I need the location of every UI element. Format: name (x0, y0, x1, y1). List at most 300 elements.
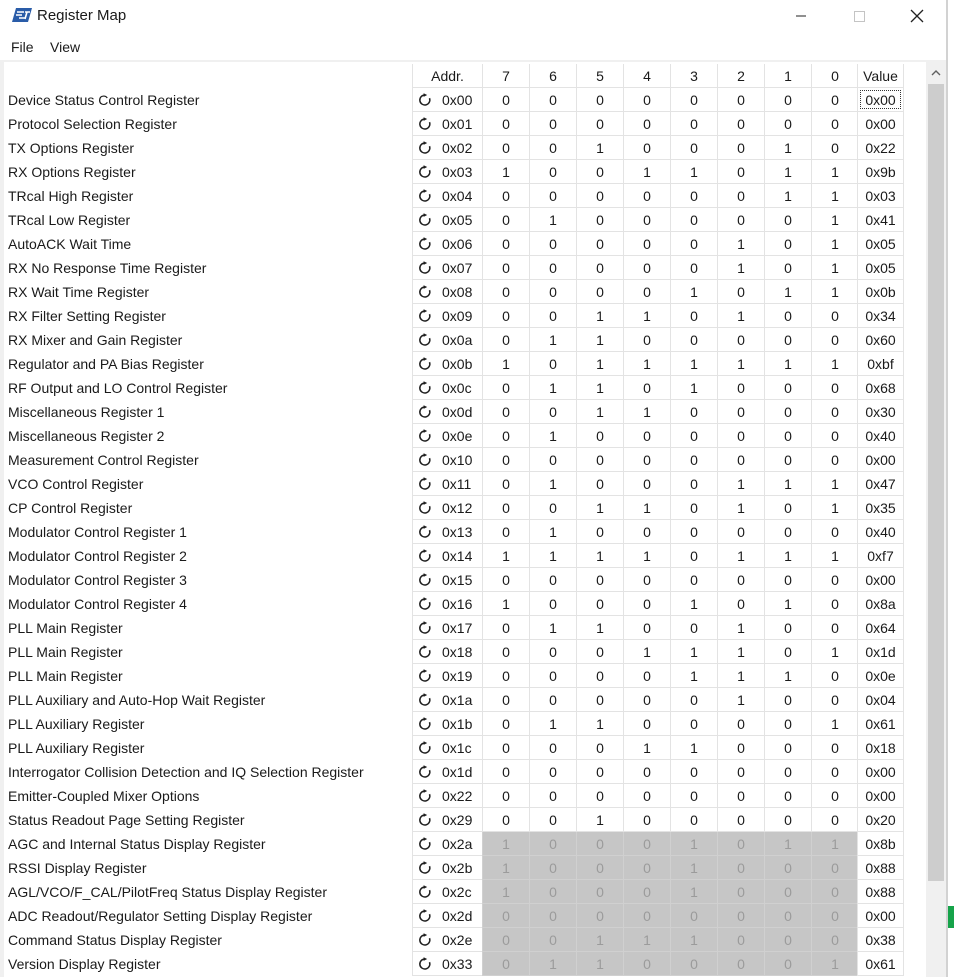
register-bit[interactable]: 1 (717, 616, 764, 640)
register-bit[interactable]: 0 (670, 424, 717, 448)
register-bit[interactable]: 1 (576, 616, 623, 640)
register-bit[interactable]: 0 (623, 568, 670, 592)
register-bit[interactable]: 0 (482, 784, 529, 808)
register-bit[interactable]: 0 (670, 784, 717, 808)
register-bit[interactable]: 0 (482, 760, 529, 784)
register-bit[interactable]: 1 (576, 376, 623, 400)
register-bit[interactable]: 0 (576, 256, 623, 280)
register-value[interactable]: 0x40 (857, 520, 904, 544)
refresh-icon[interactable] (418, 957, 432, 971)
register-bit[interactable]: 1 (717, 688, 764, 712)
register-bit[interactable]: 0 (811, 304, 858, 328)
register-bit[interactable]: 0 (623, 136, 670, 160)
register-bit[interactable]: 1 (764, 160, 811, 184)
register-bit[interactable]: 0 (717, 592, 764, 616)
register-value[interactable]: 0x88 (857, 880, 904, 904)
scroll-thumb[interactable] (928, 84, 944, 881)
register-bit[interactable]: 0 (717, 760, 764, 784)
refresh-icon[interactable] (418, 885, 432, 899)
register-bit[interactable]: 1 (576, 400, 623, 424)
register-bit[interactable]: 0 (811, 664, 858, 688)
register-bit[interactable]: 0 (623, 424, 670, 448)
register-bit[interactable]: 1 (670, 280, 717, 304)
register-bit[interactable]: 0 (482, 88, 529, 112)
register-bit[interactable]: 1 (623, 160, 670, 184)
register-bit[interactable]: 0 (623, 808, 670, 832)
register-bit[interactable]: 0 (764, 256, 811, 280)
register-bit[interactable]: 1 (576, 328, 623, 352)
register-bit[interactable]: 0 (623, 448, 670, 472)
register-value[interactable]: 0x03 (857, 184, 904, 208)
register-bit[interactable]: 0 (482, 736, 529, 760)
register-bit[interactable]: 1 (811, 160, 858, 184)
register-bit[interactable]: 0 (717, 424, 764, 448)
register-bit[interactable]: 0 (811, 328, 858, 352)
register-bit[interactable]: 0 (482, 256, 529, 280)
register-bit[interactable]: 0 (670, 232, 717, 256)
register-bit[interactable]: 0 (670, 568, 717, 592)
register-bit[interactable]: 1 (623, 544, 670, 568)
register-bit[interactable]: 1 (670, 352, 717, 376)
register-bit[interactable]: 1 (811, 184, 858, 208)
register-bit[interactable]: 0 (764, 736, 811, 760)
register-bit[interactable]: 1 (717, 472, 764, 496)
register-bit[interactable]: 0 (529, 136, 576, 160)
refresh-icon[interactable] (418, 453, 432, 467)
refresh-icon[interactable] (418, 309, 432, 323)
register-bit[interactable]: 0 (670, 448, 717, 472)
register-bit[interactable]: 0 (623, 616, 670, 640)
register-bit[interactable]: 0 (764, 400, 811, 424)
register-bit[interactable]: 0 (576, 568, 623, 592)
register-bit[interactable]: 0 (576, 760, 623, 784)
register-value[interactable]: 0x0e (857, 664, 904, 688)
register-bit[interactable]: 0 (717, 112, 764, 136)
register-value[interactable]: 0x47 (857, 472, 904, 496)
register-bit[interactable]: 0 (529, 232, 576, 256)
register-bit[interactable]: 0 (717, 448, 764, 472)
register-bit[interactable]: 0 (576, 184, 623, 208)
register-bit[interactable]: 0 (529, 184, 576, 208)
register-bit[interactable]: 0 (764, 112, 811, 136)
register-bit[interactable]: 1 (529, 376, 576, 400)
register-bit[interactable]: 0 (811, 736, 858, 760)
register-bit[interactable]: 1 (529, 712, 576, 736)
register-bit[interactable]: 0 (482, 520, 529, 544)
register-bit[interactable]: 0 (576, 112, 623, 136)
refresh-icon[interactable] (418, 165, 432, 179)
register-bit[interactable]: 0 (811, 592, 858, 616)
register-bit[interactable]: 0 (764, 808, 811, 832)
register-bit[interactable]: 0 (482, 400, 529, 424)
register-value[interactable]: 0xbf (857, 352, 904, 376)
register-bit[interactable]: 0 (482, 664, 529, 688)
register-bit[interactable]: 1 (717, 544, 764, 568)
register-bit[interactable]: 0 (764, 208, 811, 232)
register-bit[interactable]: 1 (576, 712, 623, 736)
refresh-icon[interactable] (418, 141, 432, 155)
register-bit[interactable]: 0 (623, 784, 670, 808)
refresh-icon[interactable] (418, 717, 432, 731)
register-bit[interactable]: 0 (529, 808, 576, 832)
register-bit[interactable]: 1 (670, 376, 717, 400)
register-bit[interactable]: 1 (717, 640, 764, 664)
register-bit[interactable]: 1 (764, 184, 811, 208)
register-bit[interactable]: 1 (764, 280, 811, 304)
register-bit[interactable]: 0 (482, 208, 529, 232)
register-bit[interactable]: 0 (764, 232, 811, 256)
register-bit[interactable]: 0 (482, 184, 529, 208)
register-value[interactable]: 0x8a (857, 592, 904, 616)
register-bit[interactable]: 0 (811, 568, 858, 592)
refresh-icon[interactable] (418, 741, 432, 755)
register-bit[interactable]: 0 (764, 616, 811, 640)
register-value[interactable]: 0x8b (857, 832, 904, 856)
register-bit[interactable]: 0 (670, 616, 717, 640)
register-bit[interactable]: 0 (764, 712, 811, 736)
register-value[interactable]: 0x0b (857, 280, 904, 304)
menu-file[interactable]: File (11, 39, 34, 55)
refresh-icon[interactable] (418, 429, 432, 443)
register-bit[interactable]: 1 (529, 472, 576, 496)
refresh-icon[interactable] (418, 837, 432, 851)
register-bit[interactable]: 1 (623, 304, 670, 328)
register-bit[interactable]: 0 (764, 448, 811, 472)
register-bit[interactable]: 1 (764, 592, 811, 616)
register-bit[interactable]: 1 (482, 352, 529, 376)
register-bit[interactable]: 1 (482, 592, 529, 616)
register-bit[interactable]: 0 (576, 232, 623, 256)
register-bit[interactable]: 0 (576, 736, 623, 760)
register-bit[interactable]: 1 (811, 496, 858, 520)
register-bit[interactable]: 1 (811, 544, 858, 568)
register-bit[interactable]: 0 (482, 472, 529, 496)
register-value[interactable]: 0x22 (857, 136, 904, 160)
register-bit[interactable]: 0 (717, 376, 764, 400)
register-bit[interactable]: 1 (811, 640, 858, 664)
register-value[interactable]: 0x34 (857, 304, 904, 328)
register-bit[interactable]: 0 (717, 808, 764, 832)
register-bit[interactable]: 1 (529, 328, 576, 352)
register-bit[interactable]: 0 (717, 160, 764, 184)
register-bit[interactable]: 0 (529, 400, 576, 424)
register-bit[interactable]: 1 (623, 736, 670, 760)
register-bit[interactable]: 0 (576, 424, 623, 448)
register-bit[interactable]: 0 (482, 448, 529, 472)
register-bit[interactable]: 0 (482, 304, 529, 328)
register-bit[interactable]: 0 (576, 280, 623, 304)
register-bit[interactable]: 0 (811, 688, 858, 712)
register-bit[interactable]: 0 (529, 760, 576, 784)
register-bit[interactable]: 0 (529, 112, 576, 136)
register-bit[interactable]: 0 (623, 520, 670, 544)
register-bit[interactable]: 0 (670, 136, 717, 160)
register-bit[interactable]: 0 (623, 184, 670, 208)
register-bit[interactable]: 1 (529, 520, 576, 544)
register-bit[interactable]: 1 (576, 496, 623, 520)
register-value[interactable]: 0x40 (857, 424, 904, 448)
register-value[interactable]: 0x61 (857, 712, 904, 736)
register-bit[interactable]: 1 (670, 640, 717, 664)
register-bit[interactable]: 0 (623, 208, 670, 232)
register-bit[interactable]: 1 (529, 208, 576, 232)
register-bit[interactable]: 0 (623, 664, 670, 688)
register-bit[interactable]: 1 (623, 400, 670, 424)
register-bit[interactable]: 0 (764, 496, 811, 520)
register-bit[interactable]: 0 (576, 592, 623, 616)
register-bit[interactable]: 1 (811, 712, 858, 736)
register-bit[interactable]: 0 (811, 808, 858, 832)
register-bit[interactable]: 0 (482, 232, 529, 256)
register-bit[interactable]: 0 (576, 88, 623, 112)
register-bit[interactable]: 0 (764, 760, 811, 784)
register-bit[interactable]: 0 (529, 280, 576, 304)
register-bit[interactable]: 0 (623, 472, 670, 496)
refresh-icon[interactable] (418, 813, 432, 827)
register-bit[interactable]: 0 (576, 688, 623, 712)
register-bit[interactable]: 1 (670, 592, 717, 616)
register-bit[interactable]: 0 (482, 712, 529, 736)
register-bit[interactable]: 0 (670, 184, 717, 208)
register-bit[interactable]: 0 (623, 280, 670, 304)
refresh-icon[interactable] (418, 405, 432, 419)
register-value[interactable]: 0x00 (857, 760, 904, 784)
register-bit[interactable]: 1 (811, 232, 858, 256)
register-bit[interactable]: 0 (529, 496, 576, 520)
register-bit[interactable]: 0 (576, 520, 623, 544)
register-bit[interactable]: 0 (529, 88, 576, 112)
register-bit[interactable]: 0 (717, 136, 764, 160)
register-bit[interactable]: 0 (717, 784, 764, 808)
register-bit[interactable]: 0 (717, 280, 764, 304)
register-bit[interactable]: 0 (529, 304, 576, 328)
refresh-icon[interactable] (418, 381, 432, 395)
register-bit[interactable]: 0 (717, 568, 764, 592)
register-value[interactable]: 0x05 (857, 232, 904, 256)
refresh-icon[interactable] (418, 669, 432, 683)
register-value[interactable]: 0x00 (857, 568, 904, 592)
refresh-icon[interactable] (418, 549, 432, 563)
register-bit[interactable]: 0 (576, 160, 623, 184)
register-bit[interactable]: 1 (811, 280, 858, 304)
refresh-icon[interactable] (418, 861, 432, 875)
register-bit[interactable]: 1 (717, 496, 764, 520)
register-bit[interactable]: 0 (482, 568, 529, 592)
register-bit[interactable]: 0 (576, 472, 623, 496)
register-value[interactable]: 0x64 (857, 616, 904, 640)
register-bit[interactable]: 0 (811, 520, 858, 544)
refresh-icon[interactable] (418, 525, 432, 539)
minimize-button[interactable] (778, 0, 824, 32)
refresh-icon[interactable] (418, 789, 432, 803)
register-bit[interactable]: 0 (482, 424, 529, 448)
register-value[interactable]: 0x60 (857, 328, 904, 352)
register-bit[interactable]: 0 (576, 640, 623, 664)
register-bit[interactable]: 0 (811, 424, 858, 448)
register-value[interactable]: 0x00 (857, 784, 904, 808)
register-bit[interactable]: 0 (811, 784, 858, 808)
register-bit[interactable]: 1 (670, 664, 717, 688)
register-bit[interactable]: 0 (576, 784, 623, 808)
register-bit[interactable]: 0 (482, 496, 529, 520)
register-bit[interactable]: 0 (717, 520, 764, 544)
register-bit[interactable]: 0 (670, 304, 717, 328)
register-value[interactable]: 0x88 (857, 856, 904, 880)
register-bit[interactable]: 0 (670, 496, 717, 520)
register-bit[interactable]: 0 (623, 592, 670, 616)
close-button[interactable] (894, 0, 940, 32)
register-bit[interactable]: 1 (529, 424, 576, 448)
refresh-icon[interactable] (418, 693, 432, 707)
register-bit[interactable]: 0 (717, 208, 764, 232)
register-bit[interactable]: 1 (717, 664, 764, 688)
register-bit[interactable]: 0 (482, 136, 529, 160)
register-bit[interactable]: 0 (717, 736, 764, 760)
register-bit[interactable]: 0 (623, 112, 670, 136)
register-bit[interactable]: 0 (670, 328, 717, 352)
register-bit[interactable]: 0 (529, 568, 576, 592)
register-value[interactable]: 0x41 (857, 208, 904, 232)
register-bit[interactable]: 0 (717, 328, 764, 352)
register-bit[interactable]: 0 (482, 280, 529, 304)
register-bit[interactable]: 0 (670, 808, 717, 832)
register-bit[interactable]: 0 (717, 88, 764, 112)
register-bit[interactable]: 0 (623, 376, 670, 400)
register-bit[interactable]: 0 (482, 376, 529, 400)
vertical-scrollbar[interactable] (926, 62, 946, 977)
register-value[interactable]: 0x35 (857, 496, 904, 520)
register-bit[interactable]: 0 (623, 760, 670, 784)
refresh-icon[interactable] (418, 189, 432, 203)
register-bit[interactable]: 0 (482, 616, 529, 640)
register-bit[interactable]: 1 (717, 304, 764, 328)
register-value[interactable]: 0x00 (857, 88, 904, 112)
register-bit[interactable]: 1 (717, 352, 764, 376)
register-value[interactable]: 0x00 (857, 448, 904, 472)
register-bit[interactable]: 1 (529, 544, 576, 568)
register-bit[interactable]: 0 (717, 184, 764, 208)
register-bit[interactable]: 0 (764, 520, 811, 544)
register-bit[interactable]: 0 (529, 160, 576, 184)
register-bit[interactable]: 0 (576, 208, 623, 232)
register-bit[interactable]: 1 (764, 544, 811, 568)
register-bit[interactable]: 0 (623, 232, 670, 256)
register-bit[interactable]: 0 (482, 328, 529, 352)
register-bit[interactable]: 0 (764, 328, 811, 352)
register-bit[interactable]: 1 (576, 808, 623, 832)
refresh-icon[interactable] (418, 93, 432, 107)
menu-view[interactable]: View (50, 39, 81, 55)
register-value[interactable]: 0x05 (857, 256, 904, 280)
register-value[interactable]: 0x9b (857, 160, 904, 184)
register-bit[interactable]: 0 (670, 520, 717, 544)
register-value[interactable]: 0x04 (857, 688, 904, 712)
register-bit[interactable]: 1 (811, 208, 858, 232)
register-value[interactable]: 0x00 (857, 904, 904, 928)
register-bit[interactable]: 1 (764, 352, 811, 376)
register-bit[interactable]: 0 (764, 688, 811, 712)
refresh-icon[interactable] (418, 645, 432, 659)
refresh-icon[interactable] (418, 213, 432, 227)
register-bit[interactable]: 0 (670, 760, 717, 784)
register-value[interactable]: 0x00 (857, 112, 904, 136)
refresh-icon[interactable] (418, 909, 432, 923)
register-bit[interactable]: 0 (529, 664, 576, 688)
register-bit[interactable]: 0 (717, 712, 764, 736)
register-bit[interactable]: 0 (623, 712, 670, 736)
register-bit[interactable]: 0 (764, 304, 811, 328)
register-bit[interactable]: 0 (623, 328, 670, 352)
register-value[interactable]: 0xf7 (857, 544, 904, 568)
refresh-icon[interactable] (418, 357, 432, 371)
refresh-icon[interactable] (418, 333, 432, 347)
register-bit[interactable]: 1 (764, 472, 811, 496)
register-bit[interactable]: 1 (717, 232, 764, 256)
register-bit[interactable]: 0 (529, 688, 576, 712)
refresh-icon[interactable] (418, 621, 432, 635)
scroll-up-button[interactable] (926, 62, 946, 82)
register-bit[interactable]: 0 (529, 640, 576, 664)
refresh-icon[interactable] (418, 261, 432, 275)
register-bit[interactable]: 1 (670, 736, 717, 760)
register-bit[interactable]: 0 (482, 808, 529, 832)
refresh-icon[interactable] (418, 117, 432, 131)
register-bit[interactable]: 0 (576, 664, 623, 688)
register-bit[interactable]: 1 (764, 136, 811, 160)
register-bit[interactable]: 0 (576, 448, 623, 472)
register-bit[interactable]: 0 (482, 640, 529, 664)
register-bit[interactable]: 1 (576, 352, 623, 376)
register-bit[interactable]: 1 (811, 472, 858, 496)
register-value[interactable]: 0x61 (857, 952, 904, 976)
refresh-icon[interactable] (418, 501, 432, 515)
register-bit[interactable]: 0 (764, 640, 811, 664)
register-bit[interactable]: 0 (811, 400, 858, 424)
register-bit[interactable]: 0 (811, 136, 858, 160)
register-bit[interactable]: 0 (529, 736, 576, 760)
register-bit[interactable]: 0 (623, 256, 670, 280)
register-bit[interactable]: 0 (670, 400, 717, 424)
register-bit[interactable]: 0 (670, 208, 717, 232)
register-bit[interactable]: 1 (623, 640, 670, 664)
register-bit[interactable]: 1 (670, 160, 717, 184)
refresh-icon[interactable] (418, 477, 432, 491)
register-value[interactable]: 0x1d (857, 640, 904, 664)
register-bit[interactable]: 0 (764, 376, 811, 400)
refresh-icon[interactable] (418, 933, 432, 947)
register-bit[interactable]: 1 (811, 256, 858, 280)
register-bit[interactable]: 0 (811, 88, 858, 112)
register-bit[interactable]: 0 (623, 88, 670, 112)
register-bit[interactable]: 0 (670, 256, 717, 280)
refresh-icon[interactable] (418, 237, 432, 251)
register-bit[interactable]: 1 (811, 352, 858, 376)
register-bit[interactable]: 1 (576, 304, 623, 328)
register-bit[interactable]: 0 (670, 112, 717, 136)
register-bit[interactable]: 1 (482, 160, 529, 184)
register-bit[interactable]: 1 (764, 664, 811, 688)
register-bit[interactable]: 0 (670, 712, 717, 736)
register-bit[interactable]: 0 (670, 688, 717, 712)
register-bit[interactable]: 0 (764, 424, 811, 448)
refresh-icon[interactable] (418, 285, 432, 299)
register-bit[interactable]: 0 (811, 376, 858, 400)
refresh-icon[interactable] (418, 765, 432, 779)
register-bit[interactable]: 0 (529, 592, 576, 616)
register-bit[interactable]: 1 (717, 256, 764, 280)
register-bit[interactable]: 1 (623, 496, 670, 520)
register-bit[interactable]: 0 (482, 112, 529, 136)
